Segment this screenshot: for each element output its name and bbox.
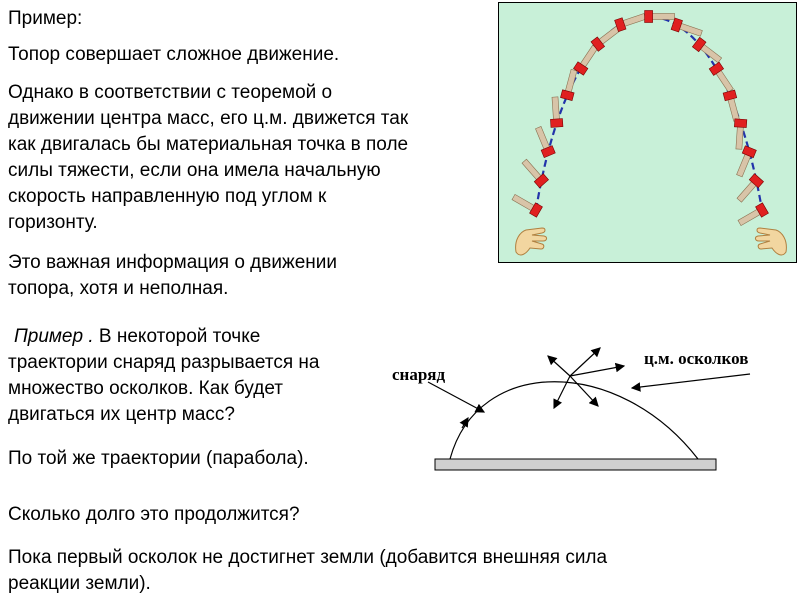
ground: [435, 459, 716, 470]
text-line: как двигалась бы материальная точка в поле: [8, 134, 409, 155]
shell-label: снаряд: [392, 365, 446, 384]
cm-label-arrow: [632, 374, 750, 388]
text-line: силы тяжести, если она имела начальную: [8, 160, 381, 181]
text-line: движении центра масс, его ц.м. движется так: [8, 108, 409, 129]
parabolic-trajectory: [450, 382, 698, 459]
fragments-cm-label: ц.м. осколков: [644, 349, 749, 368]
axe-trajectory-figure: [498, 2, 797, 263]
text-line: Однако в соответствии с теоремой о: [8, 82, 333, 103]
fragment-arrow: [570, 376, 598, 406]
text-line: реакции земли).: [8, 573, 151, 594]
example1-heading: Пример:: [8, 8, 83, 29]
text-line: Пока первый осколок не достигнет земли (добавится внешняя сила: [8, 547, 608, 568]
example1-note: [8, 250, 337, 302]
example2-question2: Сколько долго это продолжится?: [8, 504, 300, 525]
example1-explanation: [8, 80, 408, 236]
text-line: топора, хотя и неполная.: [8, 278, 229, 299]
text-line: [8, 324, 319, 350]
example1-statement: Топор совершает сложное движение.: [8, 44, 340, 65]
example2-answer2: [8, 545, 607, 597]
fragment-arrow: [570, 366, 624, 376]
shell-label-arrow: [428, 382, 484, 412]
example2-question: [8, 324, 319, 428]
text-line: траектории снаряд разрывается на: [8, 352, 320, 373]
text-line: двигаться их центр масс?: [8, 404, 235, 425]
fragment-arrow: [554, 376, 570, 408]
text-line: Это важная информация о движении: [8, 252, 337, 273]
text-line: множество осколков. Как будет: [8, 378, 283, 399]
text-line: горизонту.: [8, 212, 98, 233]
example-prefix: Пример .: [14, 326, 94, 347]
question-text: В некоторой точке: [93, 326, 261, 347]
shell-explosion-figure: [388, 336, 800, 476]
fragment-arrow: [548, 356, 570, 376]
text-line: скорость направленную под углом к: [8, 186, 327, 207]
example2-answer: По той же траектории (парабола).: [8, 448, 309, 469]
